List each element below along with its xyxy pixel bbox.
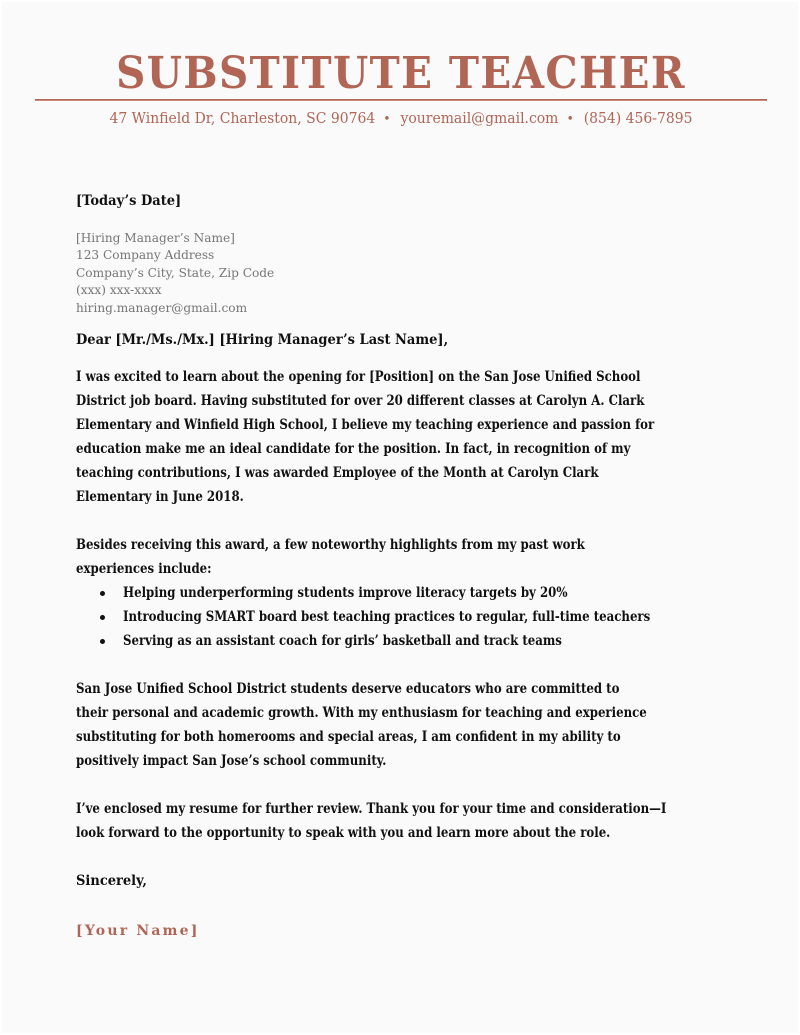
recipient-block (76, 229, 736, 316)
paragraph-line: Elementary in June 2018. (76, 489, 244, 506)
list-item (76, 581, 736, 605)
paragraph-line: substituting for both homerooms and special areas, I am confident in my ability to (76, 729, 621, 746)
paragraph-line: I was excited to learn about the opening for [Position] on the San Jose Unified School (76, 369, 641, 386)
paragraph-line: positively impact San Jose’s school community. (76, 753, 387, 770)
paragraph-line: Besides receiving this award, a few noteworthy highlights from my past work (76, 537, 585, 554)
recipient-email: hiring.manager@gmail.com (76, 299, 248, 315)
highlight-text: Helping underperforming students improve literacy targets by 20% (123, 585, 568, 602)
recipient-phone: (xxx) xxx-xxxx (76, 282, 162, 298)
signature-name: [Your Name] (76, 923, 200, 940)
recipient-city-state-zip: Company’s City, State, Zip Code (76, 264, 275, 280)
paragraph-line: I’ve enclosed my resume for further review. Thank you for your time and consideration—I (76, 801, 667, 818)
recipient-address: 123 Company Address (76, 247, 215, 263)
paragraph-line: experiences include: (76, 561, 212, 578)
letter-date: [Today’s Date] (76, 193, 182, 209)
paragraph-line: education make me an ideal candidate for the position. In fact, in recognition of my (76, 441, 631, 458)
bullet-separator-icon: • (566, 112, 574, 127)
document-title: SUBSTITUTE TEACHER (116, 48, 686, 99)
bullet-separator-icon: • (383, 112, 391, 127)
letter-body (76, 189, 736, 943)
paragraph-line: District job board. Having substituted for over 20 different classes at Carolyn A. Clark (76, 393, 645, 410)
contact-line (30, 107, 772, 131)
paragraph-motivation (76, 677, 736, 773)
bullet-icon (100, 639, 105, 644)
highlights-list (76, 581, 736, 653)
paragraph-intro (76, 365, 736, 509)
paragraph-line: Elementary and Winfield High School, I believe my teaching experience and passion for (76, 417, 655, 434)
bullet-icon (100, 615, 105, 620)
contact-email: youremail@gmail.com (400, 109, 559, 127)
contact-phone: (854) 456-7895 (583, 109, 693, 127)
header-divider (35, 99, 767, 101)
bullet-icon (100, 591, 105, 596)
paragraph-highlights (76, 533, 736, 653)
recipient-name: [Hiring Manager’s Name] (76, 230, 235, 245)
paragraph-line: San Jose Unified School District students deserve educators who are committed to (76, 681, 620, 698)
list-item (76, 605, 736, 629)
highlight-text: Introducing SMART board best teaching practices to regular, full-time teachers (123, 609, 651, 626)
contact-address: 47 Winfield Dr, Charleston, SC 90764 (109, 109, 376, 127)
paragraph-closing (76, 797, 736, 845)
salutation: Dear [Mr./Ms./Mx.] [Hiring Manager’s Last Name], (76, 332, 449, 349)
list-item (76, 629, 736, 653)
highlight-text: Serving as an assistant coach for girls’ basketball and track teams (123, 633, 562, 650)
paragraph-line: look forward to the opportunity to speak with you and learn more about the role. (76, 825, 611, 842)
paragraph-line: their personal and academic growth. With my enthusiasm for teaching and experience (76, 705, 647, 722)
paragraph-line: teaching contributions, I was awarded Employee of the Month at Carolyn Clark (76, 465, 599, 482)
cover-letter-page (2, 2, 798, 1033)
closing-phrase: Sincerely, (76, 873, 147, 890)
